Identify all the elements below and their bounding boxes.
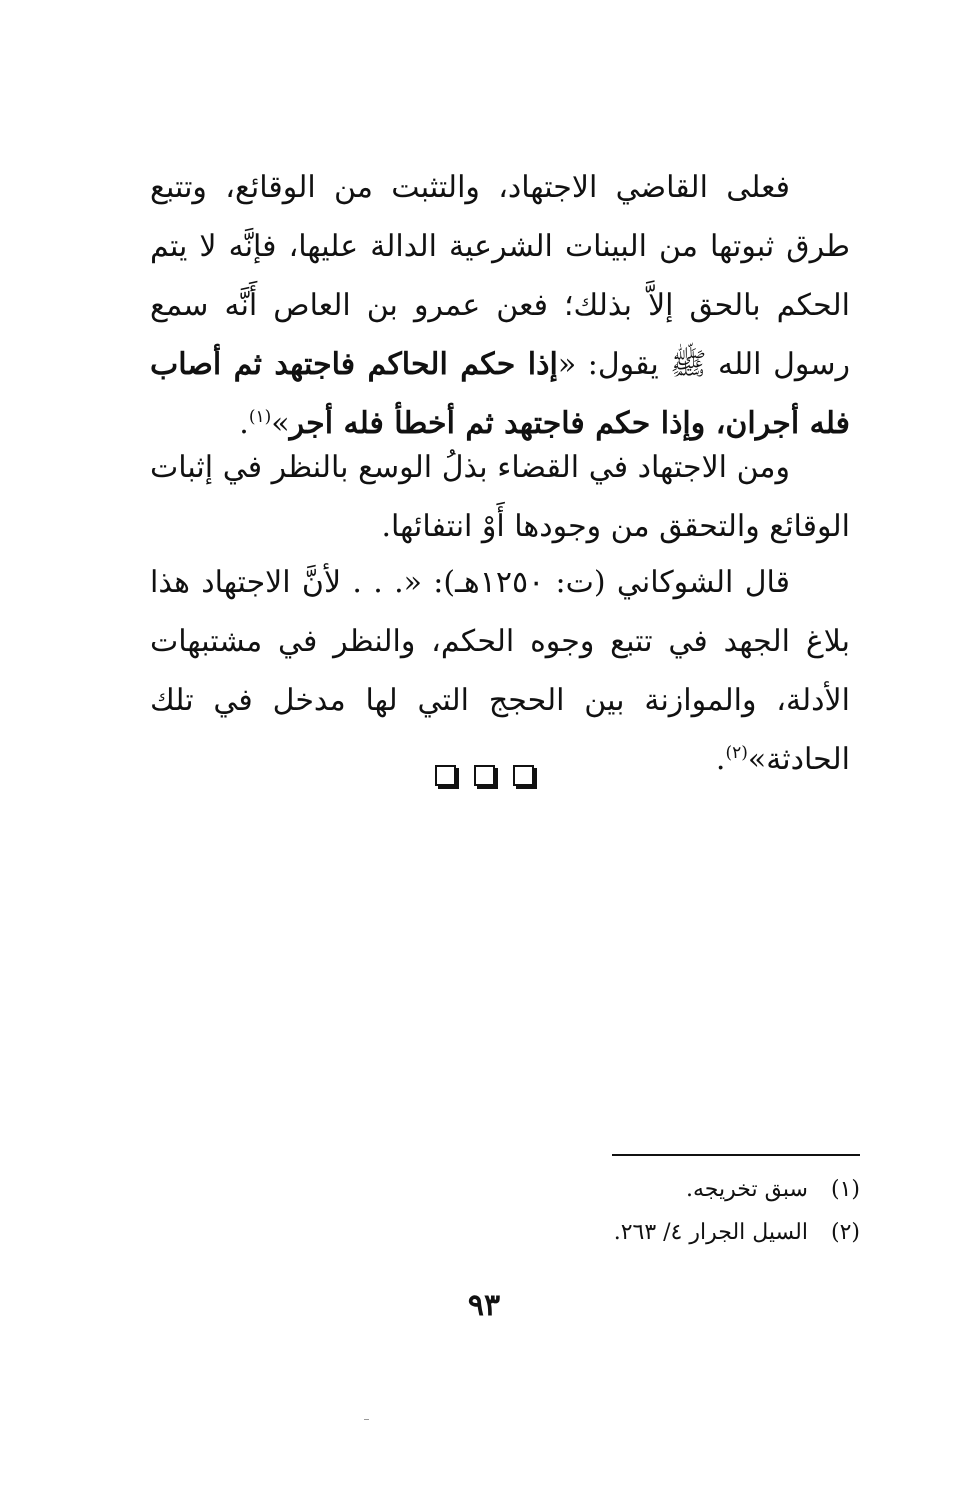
- paragraph-3: [150, 553, 850, 789]
- footnote-number: (٢): [830, 1220, 860, 1245]
- footnote-item: [500, 1211, 860, 1254]
- paragraph-2-text: ومن الاجتهاد في القضاء بذلُ الوسع بالنظر في إثبات الوقائع والتحقق من وجودها أَوْ انتفائها.: [150, 450, 850, 544]
- separator-box-icon: [474, 765, 495, 786]
- paragraph-3-end: .: [715, 742, 726, 777]
- footnote-text: سبق تخريجه.: [686, 1177, 808, 1202]
- footnote-divider: [612, 1154, 860, 1156]
- footnote-ref-1: (١): [248, 407, 272, 427]
- hadith-quote: إذا حكم الحاكم فاجتهد ثم أصاب فله أجران، وإذا حكم فاجتهد ثم أخطأ فله أجر: [150, 347, 850, 441]
- paragraph-2: [150, 438, 850, 556]
- paragraph-1-text: فعلى القاضي الاجتهاد، والتثبت من الوقائع، وتتبع طرق ثبوتها من البينات الشرعية الدالة عليها، فإنَّه لا يتم الحكم بالحق إلاَّ بذلك؛ فعن عمرو بن العاص أَنَّه سمع رسول الله ﷺ يقول: «: [150, 170, 850, 382]
- footnote-text: السيل الجرار ٤/ ٢٦٣.: [613, 1220, 808, 1245]
- footnote-ref-2: (٢): [725, 743, 748, 763]
- footnote-number: (١): [830, 1177, 860, 1202]
- paragraph-1-end: .: [239, 406, 249, 441]
- paragraph-3-text: قال الشوكاني (ت: ١٢٥٠هـ): «. . . لأنَّ الاجتهاد هذا بلاغ الجهد في تتبع وجوه الحكم، والنظر في مشتبهات الأدلة، والموازنة بين الحجج التي لها مدخل في تلك الحادثة»: [150, 565, 850, 777]
- page-number: ٩٣: [467, 1288, 501, 1323]
- footnotes: [500, 1168, 860, 1254]
- separator-box-icon: [513, 765, 534, 786]
- quote-close: »: [271, 406, 290, 441]
- scan-speck: [364, 1419, 369, 1420]
- separator-box-icon: [435, 765, 456, 786]
- paragraph-1: [150, 158, 850, 453]
- footnote-item: [500, 1168, 860, 1211]
- section-separator: [0, 765, 968, 786]
